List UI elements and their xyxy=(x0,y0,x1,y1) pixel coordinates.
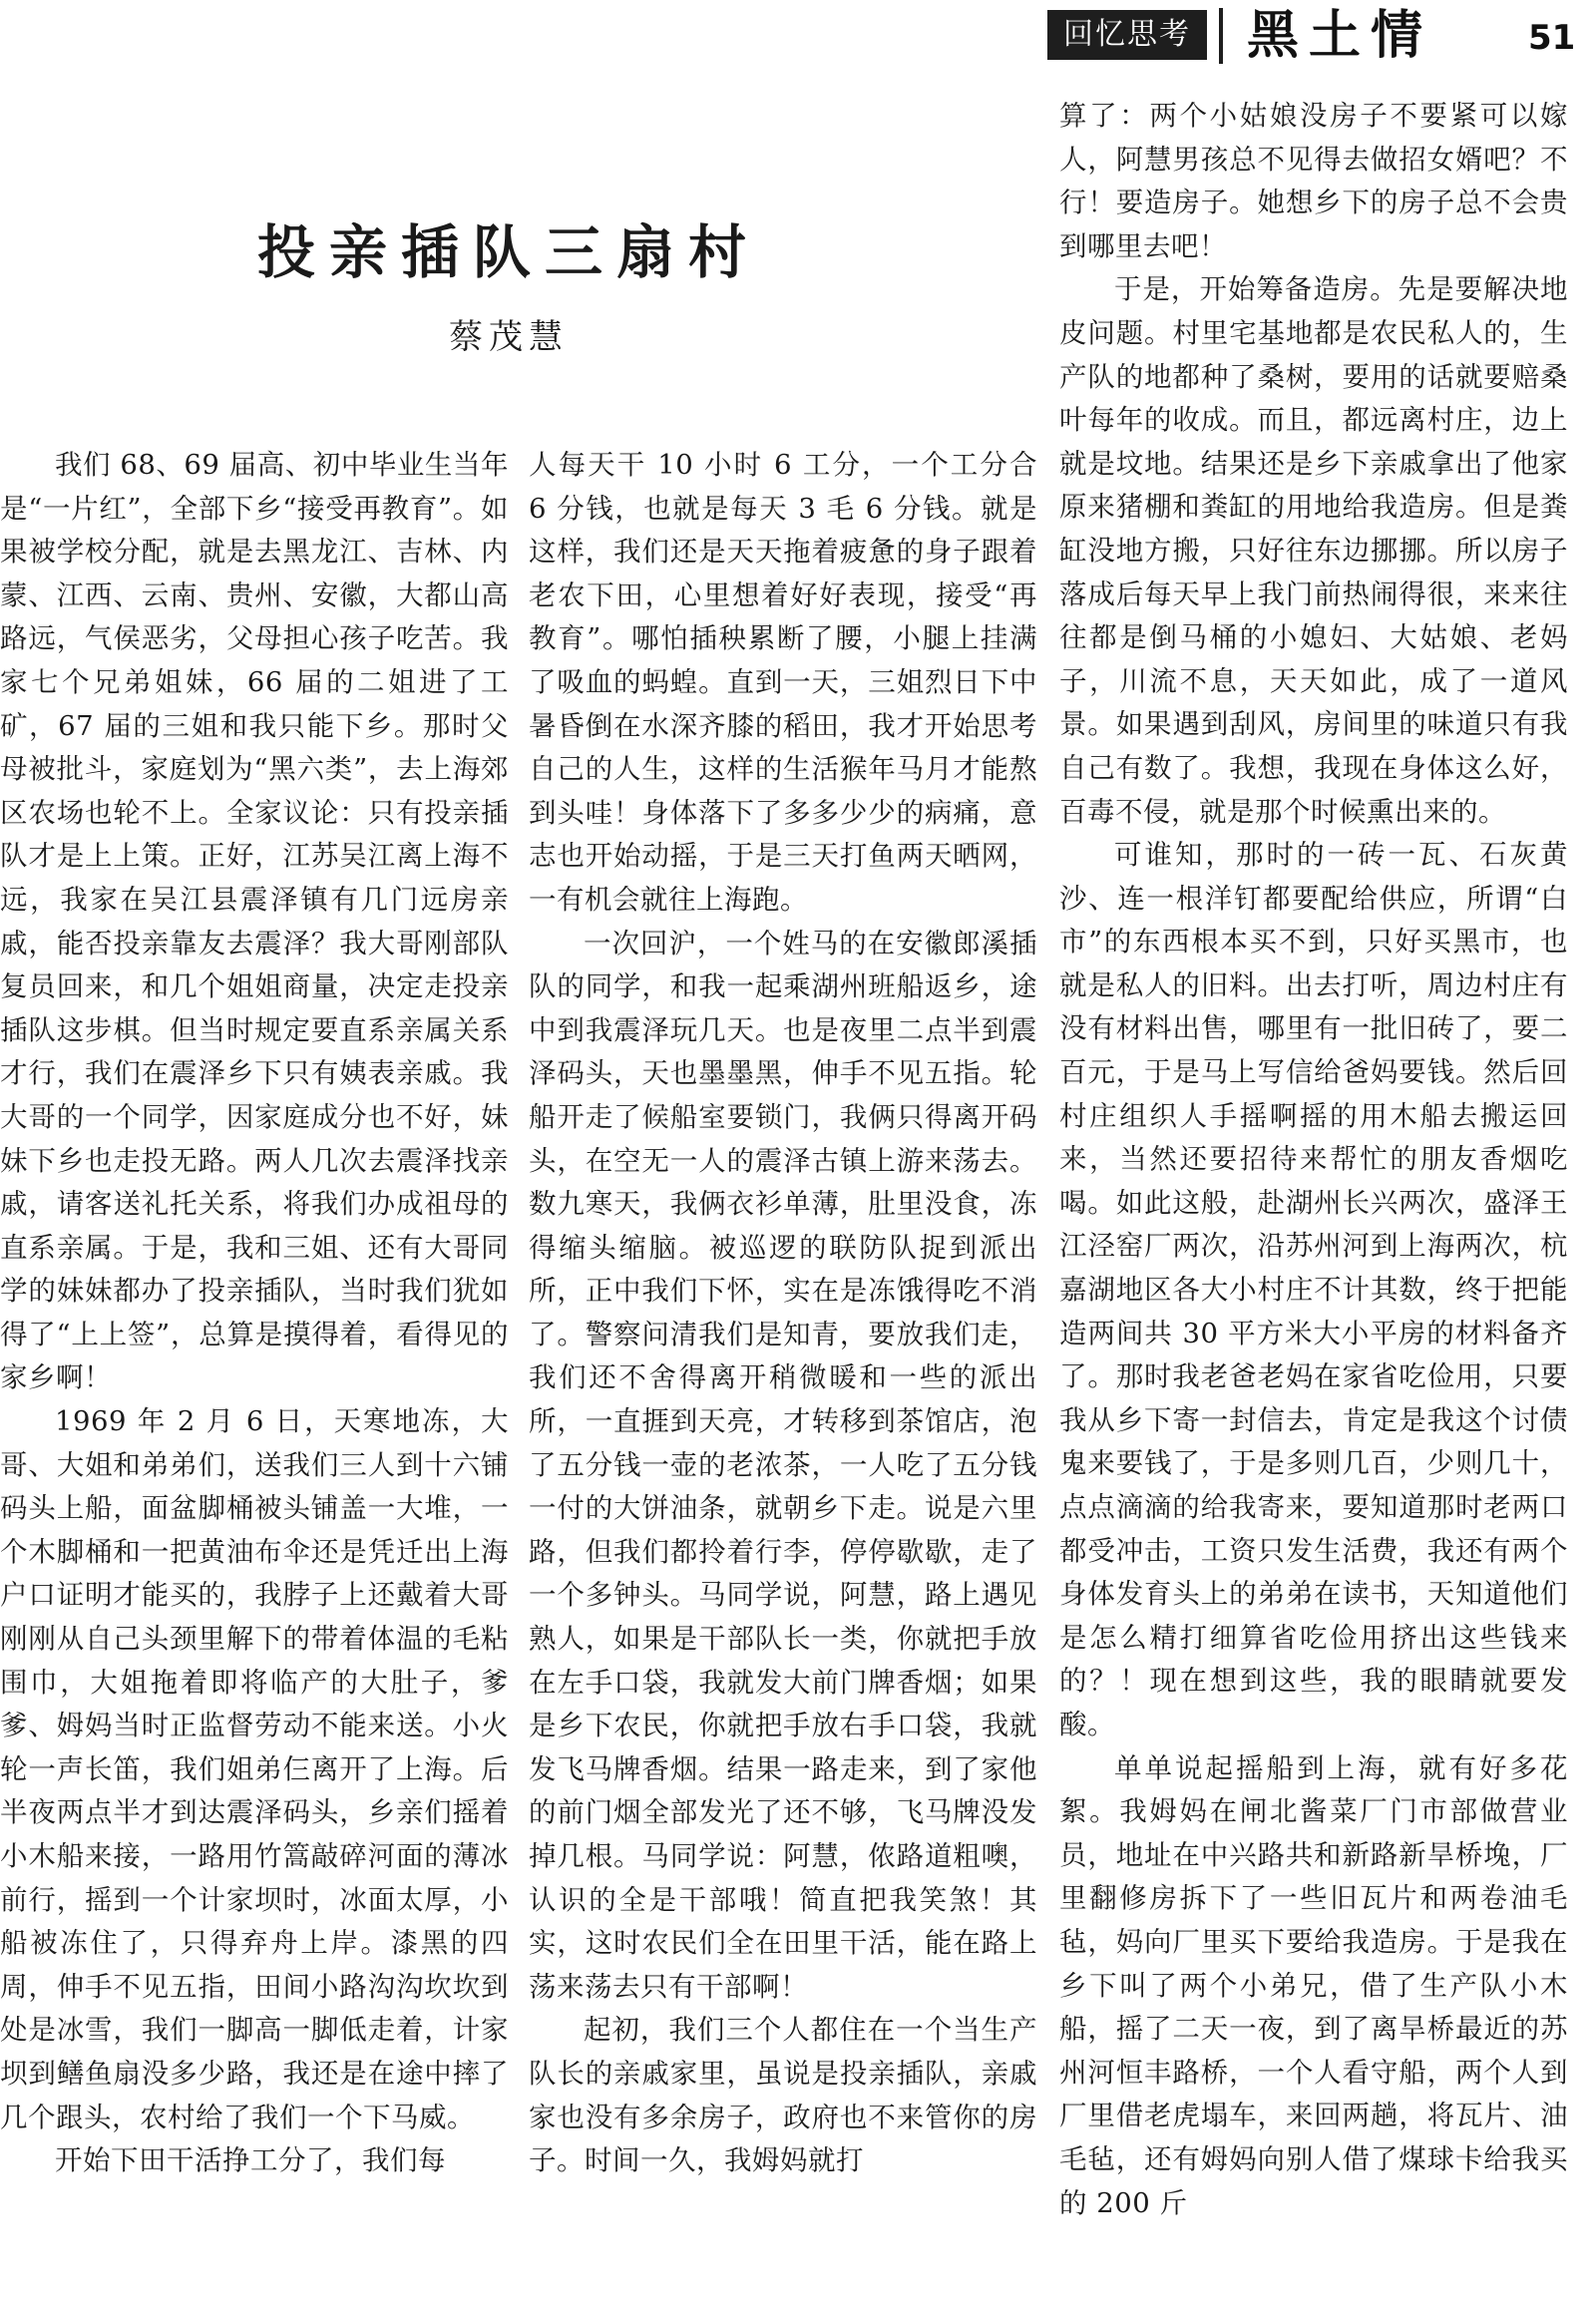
paragraph: 于是，开始筹备造房。先是要解决地皮问题。村里宅基地都是农民私人的，生产队的地都种了桑树，要用的话就要赔桑叶每年的收成。而且，都远离村庄，边上就是坟地。结果还是乡下亲戚拿出了他家原来猪棚和粪缸的用地给我造房。但是粪缸没地方搬，只好往东边挪挪。所以房子落成后每天早上我门前热闹得很，来来往往都是倒马桶的小媳妇、大姑娘、老妈子，川流不息，天天如此，成了一道风景。如果遇到刮风，房间里的味道只有我自己有数了。我想，我现在身体这么好，百毒不侵，就是那个时候熏出来的。 xyxy=(1059,273,1568,828)
text-column-1 xyxy=(0,444,509,2183)
section-tag: 回忆思考 xyxy=(1047,10,1207,60)
paragraph: 起初，我们三个人都住在一个当生产队长的亲戚家里，虽说是投亲插队，亲戚家也没有多余房子，政府也不来管你的房子。时间一久，我姆妈就打 xyxy=(529,2014,1037,2177)
paragraph: 可谁知，那时的一砖一瓦、石灰黄沙、连一根洋钉都要配给供应，所谓“白市”的东西根本买不到，只好买黑市，也就是私人的旧料。出去打听，周边村庄有没有材料出售，哪里有一批旧砖了，要二百元，于是马上写信给爸妈要钱。然后回村庄组织人手摇啊摇的用木船去搬运回来，当然还要招待来帮忙的朋友香烟吃喝。如此这般，赴湖州长兴两次，盛泽王江泾窑厂两次，沿苏州河到上海两次，杭嘉湖地区各大小村庄不计其数，终于把能造两间共 30 平方米大小平房的材料备齐了。那时我老爸老妈在家省吃俭用，只要我从乡下寄一封信去，肯定是我这个讨债鬼来要钱了，于是多则几百，少则几十，点点滴滴的给我寄来，要知道那时老两口都受冲击，工资只发生活费，我还有两个身体发育头上的弟弟在读书，天知道他们是怎么精打细算省吃俭用挤出这些钱来的？！现在想到这些，我的眼睛就要发酸。 xyxy=(1059,839,1568,1740)
article-title: 投亲插队三扇村 xyxy=(256,218,760,286)
magazine-logo: 黑土情 xyxy=(1247,5,1433,66)
page-number: 51 xyxy=(1528,18,1576,58)
paragraph: 开始下田干活挣工分了，我们每 xyxy=(55,2144,446,2177)
paragraph: 人每天干 10 小时 6 工分，一个工分合 6 分钱，也就是每天 3 毛 6 分钱。就是这样，我们还是天天拖着疲惫的身子跟着老农下田，心里想着好好表现，接受“再教育”。哪怕插秧累断了腰，小腿上挂满了吸血的蚂蝗。直到一天，三姐烈日下中暑昏倒在水深齐膝的稻田，我才开始思考自己的人生，这样的生活猴年马月才能熬到头哇！身体落下了多多少少的病痛，意志也开始动摇，于是三天打鱼两天晒网，一有机会就往上海跑。 xyxy=(529,449,1037,916)
text-column-2 xyxy=(529,444,1037,2183)
paragraph: 算了：两个小姑娘没房子不要紧可以嫁人，阿慧男孩总不见得去做招女婿吧？不行！要造房子。她想乡下的房子总不会贵到哪里去吧！ xyxy=(1059,100,1568,262)
article-author: 蔡茂慧 xyxy=(449,317,569,357)
paragraph: 我们 68、69 届高、初中毕业生当年是“一片红”，全部下乡“接受再教育”。如果被学校分配，就是去黑龙江、吉林、内蒙、江西、云南、贵州、安徽，大都山高路远，气侯恶劣，父母担心孩子吃苦。我家七个兄弟姐妹，66 届的二姐进了工矿，67 届的三姐和我只能下乡。那时父母被批斗，家庭划为“黑六类”，去上海郊区农场也轮不上。全家议论：只有投亲插队才是上上策。正好，江苏吴江离上海不远，我家在吴江县震泽镇有几门远房亲戚，能否投亲靠友去震泽？我大哥刚部队复员回来，和几个姐姐商量，决定走投亲插队这步棋。但当时规定要直系亲属关系才行，我们在震泽乡下只有姨表亲戚。我大哥的一个同学，因家庭成分也不好，妹妹下乡也走投无路。两人几次去震泽找亲戚，请客送礼托关系，将我们办成祖母的直系亲属。于是，我和三姐、还有大哥同学的妹妹都办了投亲插队，当时我们犹如得了“上上签”，总算是摸得着，看得见的家乡啊！ xyxy=(0,449,509,1394)
header-divider xyxy=(1219,8,1223,64)
paragraph: 一次回沪，一个姓马的在安徽郎溪插队的同学，和我一起乘湖州班船返乡，途中到我震泽玩几天。也是夜里二点半到震泽码头，天也墨墨黑，伸手不见五指。轮船开走了候船室要锁门，我俩只得离开码头，在空无一人的震泽古镇上游来荡去。数九寒天，我俩衣衫单薄，肚里没食，冻得缩头缩脑。被巡逻的联防队捉到派出所，正中我们下怀，实在是冻饿得吃不消了。警察问清我们是知青，要放我们走，我们还不舍得离开稍微暖和一些的派出所，一直捱到天亮，才转移到茶馆店，泡了五分钱一壶的老浓茶，一人吃了五分钱一付的大饼油条，就朝乡下走。说是六里路，但我们都拎着行李，停停歇歇，走了一个多钟头。马同学说，阿慧，路上遇见熟人，如果是干部队长一类，你就把手放在左手口袋，我就发大前门牌香烟；如果是乡下农民，你就把手放右手口袋，我就发飞马牌香烟。结果一路走来，到了家他的前门烟全部发光了还不够，飞马牌没发掉几根。马同学说：阿慧，侬路道粗噢，认识的全是干部哦！简直把我笑煞！其实，这时农民们全在田里干活，能在路上荡来荡去只有干部啊！ xyxy=(529,927,1037,2003)
paragraph: 1969 年 2 月 6 日，天寒地冻，大哥、大姐和弟弟们，送我们三人到十六铺码头上船，面盆脚桶被头铺盖一大堆，一个木脚桶和一把黄油布伞还是凭迁出上海户口证明才能买的，我脖子上还戴着大哥刚刚从自己头颈里解下的带着体温的毛粘围巾，大姐拖着即将临产的大肚子，爹爹、姆妈当时正监督劳动不能来送。小火轮一声长笛，我们姐弟仨离开了上海。后半夜两点半才到达震泽码头，乡亲们摇着小木船来接，一路用竹篙敲碎河面的薄冰前行，摇到一个计家坝时，冰面太厚，小船被冻住了，只得弃舟上岸。漆黑的四周，伸手不见五指，田间小路沟沟坎坎到处是冰雪，我们一脚高一脚低走着，计家坝到鳝鱼扇没多少路，我还是在途中摔了几个跟头，农村给了我们一个下马威。 xyxy=(0,1405,509,2133)
text-column-3 xyxy=(1059,95,1568,2225)
paragraph: 单单说起摇船到上海，就有好多花絮。我姆妈在闸北酱菜厂门市部做营业员，地址在中兴路共和新路新旱桥堍，厂里翻修房拆下了一些旧瓦片和两卷油毛毡，妈向厂里买下要给我造房。于是我在乡下叫了两个小弟兄，借了生产队小木船，摇了二天一夜，到了离旱桥最近的苏州河恒丰路桥，一个人看守船，两个人到厂里借老虎塌车，来回两趟，将瓦片、油毛毡，还有姆妈向别人借了煤球卡给我买的 200 斤 xyxy=(1059,1751,1568,2219)
